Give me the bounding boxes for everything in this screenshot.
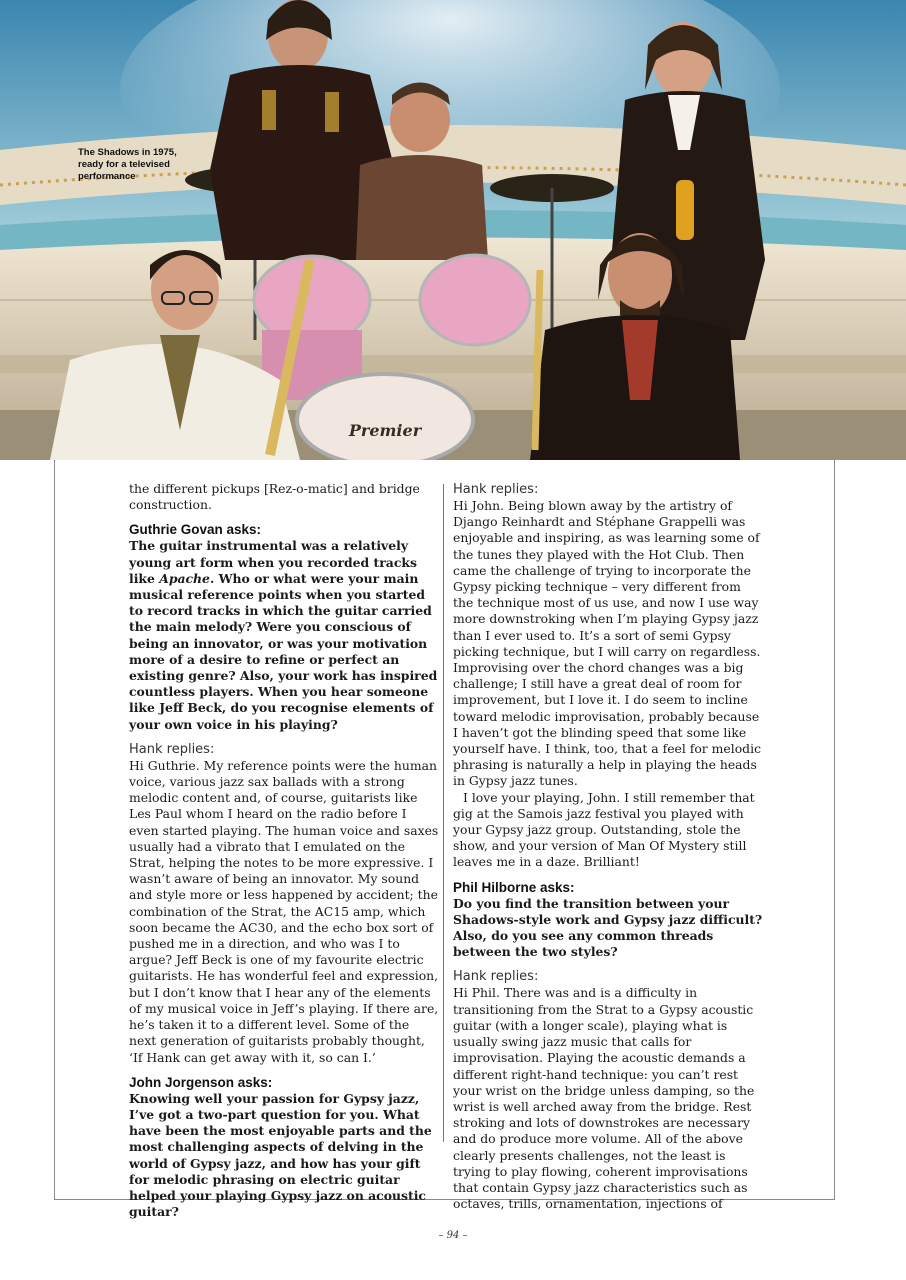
reply-guthrie-govan: Hi Guthrie. My reference points were the human voice, various jazz sax ballads with a strong melodic content and, of course, guitarists like Les Paul whom I heard on the radio before I even started playing. The human voice and saxes usually had a vibrato that I emulated on the Strat, helping the notes to be more expressive. I wasn’t aware of being an innovator. My sound and style more or less happened by accident; the combination of the Strat, the AC15 amp, which soon became the AC30, and the echo box sort of pushed me in a direction, and who was I to argue? Jeff Beck is one of my favourite electric guitarists. He has wonderful feel and expression, but I don’t know that I hear any of the elements of my musical voice in Jeff’s playing. If there are, he’s taken it to a different level. Some of the next generation of guitarists probably thought, ‘If Hank can get away with it, so can I.’ (129, 757, 439, 1065)
question-text-part: The guitar instrumental was a relatively young art form when you recorded tracks like (129, 538, 417, 586)
drum-logo: Premier (348, 421, 422, 440)
question-title-apache: Apache (159, 570, 210, 586)
reply-john-jorgenson-continued: I love your playing, John. I still remember that gig at the Samois jazz festival you played with your Gypsy jazz group. Outstanding, stole the show, and your version of Man Of Mystery still leaves me in a daze. Brilliant! (453, 789, 755, 870)
asker-guthrie-govan: Guthrie Govan asks: (129, 522, 262, 538)
reply-john-jorgenson: Hi John. Being blown away by the artistry of Django Reinhardt and Stéphane Grappelli was enjoyable and inspiring, as was learning some of the tunes they played with the Hot Club. Then came the challenge of trying to incorporate the Gypsy picking technique – very different from the technique most of us use, and now I use way more downstroking when I’m playing Gypsy jazz than I ever used to. It’s a sort of semi Gypsy picking technique, but I will carry on regardless. Improvising over the chord changes was a big challenge; I still have a great deal of room for improvement, but I love it. I do seem to incline toward melodic improvisation, probably because I haven’t got the blinding speed that some like yourself have. I think, too, that a feel for melodic phrasing is naturally a help in playing the heads in Gypsy jazz tunes. (453, 498, 762, 789)
page-number: – 94 – (438, 1230, 468, 1241)
reply-label: Hank replies: (453, 482, 539, 497)
column-divider (443, 484, 444, 1142)
reply-phil-hilborne: Hi Phil. There was and is a difficulty in transitioning from the Strat to a Gypsy acoustic guitar (with a longer scale), playing what is usually swing jazz music that calls for improvisation. Playing the acoustic demands a different right-hand technique: you can’t rest your wrist on the bridge unless damping, so the wrist is well arched away from the bridge. Rest stroking and lots of downstrokes are necessary and do produce more volume. All of the above clearly presents challenges, not the least is trying to play flowing, coherent improvisations that contain Gypsy jazz characteristics such as octaves, trills, ornamentation, injections of (453, 985, 755, 1212)
intro-text: the different pickups [Rez-o-matic] and bridge construction. (129, 481, 420, 513)
hero-photo (0, 0, 906, 460)
question-guthrie-govan (129, 538, 439, 732)
asker-phil-hilborne: Phil Hilborne asks: (453, 879, 575, 895)
question-text-part: . Who or what were your main musical reference points when you started to record tracks in which the guitar carried the main melody? Were you conscious of being an innovator, or was your motivation more of a desire to refine or perfect an existing genre? Also, your work has inspired countless players. When you hear someone like Jeff Beck, do you recognise elements of your own voice in his playing? (129, 570, 438, 732)
right-column (453, 481, 765, 1212)
left-column (129, 481, 439, 1220)
asker-john-jorgenson: John Jorgenson asks: (129, 1074, 273, 1090)
question-john-jorgenson: Knowing well your passion for Gypsy jazz, I’ve got a two-part question for you. What have been the most enjoyable parts and the most challenging aspects of delving in the world of Gypsy jazz, and how has your gift for melodic phrasing on electric guitar helped your playing Gypsy jazz on acoustic guitar? (129, 1090, 432, 1220)
band-photo-illustration (0, 0, 906, 460)
photo-caption: The Shadows in 1975, ready for a televised performance (78, 147, 177, 182)
question-phil-hilborne: Do you find the transition between your Shadows-style work and Gypsy jazz difficult? Also, do you see any common threads between the two styles? (453, 895, 763, 960)
reply-label: Hank replies: (453, 969, 539, 985)
reply-label: Hank replies: (129, 741, 215, 757)
